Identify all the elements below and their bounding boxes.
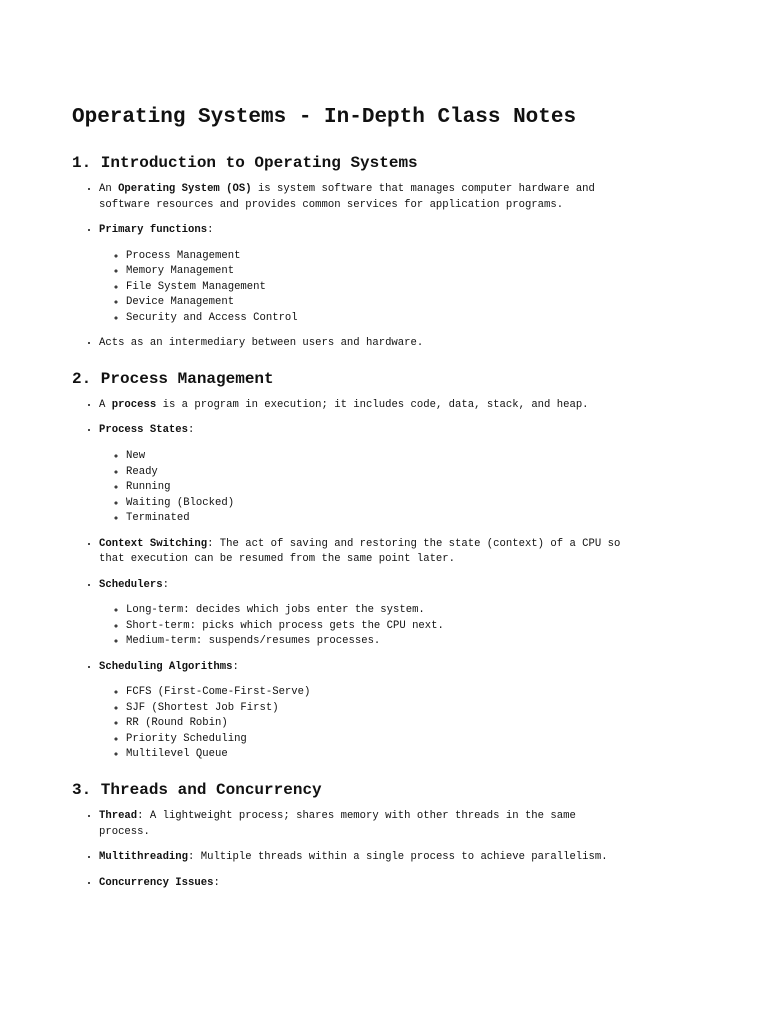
page-title: Operating Systems - In-Depth Class Notes	[72, 106, 577, 129]
sub-list-item: ◦ Security and Access Control	[126, 311, 632, 327]
item-text: : A lightweight process; shares memory with other threads in the same process.	[99, 809, 576, 838]
list-item	[99, 423, 632, 526]
section-2	[72, 368, 632, 763]
item-term: Thread	[99, 809, 138, 822]
list-item	[99, 660, 632, 763]
item-term: Scheduling Algorithms	[99, 660, 233, 673]
sub-list-item: ◦ FCFS (First-Come-First-Serve)	[126, 685, 632, 701]
sub-list-item: ◦ Long-term: decides which jobs enter the system.	[126, 603, 632, 619]
bullet-list	[72, 809, 632, 891]
item-text: An	[99, 183, 119, 195]
list-item	[99, 398, 632, 414]
item-term: Process States	[99, 424, 189, 437]
item-term: Operating System (OS)	[118, 183, 252, 195]
item-text: :	[207, 224, 214, 237]
sub-list-item: ◦ Priority Scheduling	[126, 732, 632, 748]
bullet-list	[72, 182, 632, 352]
list-item	[99, 578, 632, 650]
item-term: Concurrency Issues	[99, 876, 214, 889]
sub-list-item: ◦ Memory Management	[126, 264, 632, 280]
sections-container	[72, 152, 632, 891]
bullet-list	[72, 398, 632, 763]
item-text: A	[99, 398, 112, 411]
sub-list	[99, 603, 632, 650]
list-item	[99, 809, 632, 840]
item-text: :	[232, 660, 239, 673]
section-heading: 2. Process Management	[72, 369, 274, 388]
sub-list-item: ◦ Running	[126, 480, 632, 496]
sub-list-item: ◦ File System Management	[126, 280, 632, 296]
sub-list-item: ◦ Process Management	[126, 249, 632, 265]
list-item	[99, 182, 632, 213]
sub-list-item: ◦ Terminated	[126, 511, 632, 527]
sub-list-item: ◦ Ready	[126, 465, 632, 481]
sub-list-item: ◦ SJF (Shortest Job First)	[126, 701, 632, 717]
sub-list-item: ◦ Medium-term: suspends/resumes processes.	[126, 634, 632, 650]
item-term: Schedulers	[99, 578, 163, 591]
item-text: : Multiple threads within a single process to achieve parallelism.	[188, 851, 608, 864]
item-term: Primary functions	[99, 224, 208, 237]
item-text: is system software that manages computer hardware and software resources and provides common services for application programs.	[99, 183, 595, 211]
sub-list	[99, 249, 632, 327]
sub-list-item: ◦ Waiting (Blocked)	[126, 496, 632, 512]
section-heading: 1. Introduction to Operating Systems	[72, 154, 418, 172]
list-item	[99, 876, 632, 892]
section-3	[72, 779, 632, 891]
list-item	[99, 850, 632, 866]
section-1	[72, 152, 632, 352]
item-text: :	[213, 876, 220, 889]
item-text: : The act of saving and restoring the state (context) of a CPU so that execution can be resumed from the same point later.	[99, 537, 621, 566]
item-text: is a program in execution; it includes code, data, stack, and heap.	[156, 398, 589, 411]
item-text: Acts as an intermediary between users and hardware.	[99, 337, 424, 350]
list-item	[99, 336, 632, 352]
sub-list-item: ◦ New	[126, 449, 632, 465]
list-item	[99, 537, 632, 568]
sub-list-item: ◦ RR (Round Robin)	[126, 716, 632, 732]
item-term: Context Switching	[99, 537, 208, 550]
list-item	[99, 223, 632, 326]
sub-list-item: ◦ Device Management	[126, 295, 632, 311]
sub-list-item: ◦ Multilevel Queue	[126, 747, 632, 763]
section-heading: 3. Threads and Concurrency	[72, 780, 322, 799]
document-page	[72, 104, 632, 907]
sub-list	[99, 685, 632, 763]
sub-list-item: ◦ Short-term: picks which process gets the CPU next.	[126, 619, 632, 635]
item-text: :	[188, 424, 195, 437]
item-term: process	[111, 398, 157, 411]
item-text: :	[162, 578, 169, 591]
sub-list	[99, 449, 632, 527]
item-term: Multithreading	[99, 851, 189, 864]
